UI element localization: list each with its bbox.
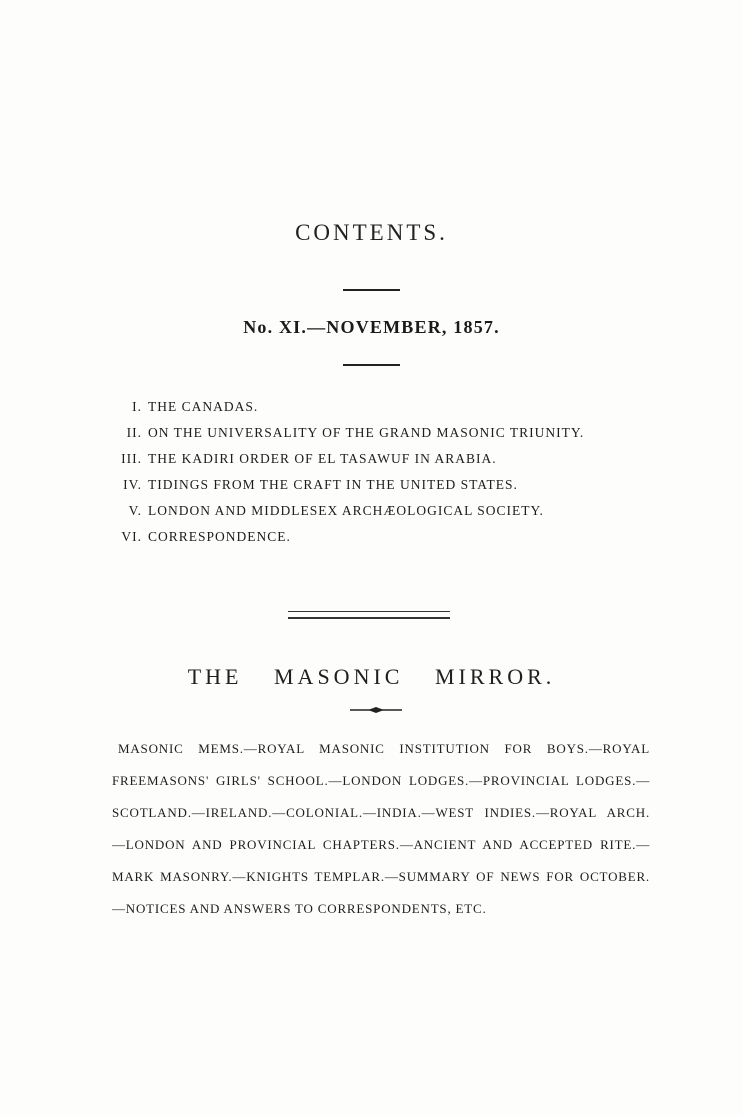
contents-item-title: CORRESPONDENCE. <box>148 529 291 544</box>
section-title: THE MASONIC MIRROR. <box>187 664 556 689</box>
issue-heading: No. XI.—NOVEMBER, 1857. <box>243 317 500 337</box>
contents-item <box>112 472 672 498</box>
contents-item-number: II. <box>126 425 142 440</box>
contents-item <box>112 420 672 446</box>
contents-item <box>112 446 672 472</box>
contents-item <box>112 498 672 524</box>
contents-item-title: THE KADIRI ORDER OF EL TASAWUF IN ARABIA. <box>148 451 497 466</box>
contents-item-title: LONDON AND MIDDLESEX ARCHÆOLOGICAL SOCIETY. <box>148 503 544 518</box>
contents-item-title: THE CANADAS. <box>148 399 259 414</box>
contents-list <box>112 394 672 550</box>
contents-item-number: I. <box>132 399 142 414</box>
contents-item-number: V. <box>128 503 142 518</box>
section-body: MASONIC MEMS.—ROYAL MASONIC INSTITUTION FOR BOYS.—ROYAL FREEMASONS' GIRLS' SCHOOL.—LONDON LODGES.—PROVINCIAL LODGES.—SCOTLAND.—IRELAND.—COLONIAL.—INDIA.—WEST INDIES.—ROYAL ARCH.—LONDON AND PROVINCIAL CHAPTERS.—ANCIENT AND ACCEPTED RITE.—MARK MASONRY.—KNIGHTS TEMPLAR.—SUMMARY OF NEWS FOR OCTOBER.—NOTICES AND ANSWERS TO CORRESPONDENTS, ETC. <box>112 741 650 916</box>
contents-item-number: III. <box>121 451 142 466</box>
contents-item-title: ON THE UNIVERSALITY OF THE GRAND MASONIC TRIUNITY. <box>148 425 585 440</box>
ornament-icon <box>350 706 402 714</box>
contents-item-title: TIDINGS FROM THE CRAFT IN THE UNITED STATES. <box>148 477 518 492</box>
divider-rule <box>343 289 400 291</box>
contents-item <box>112 524 672 550</box>
contents-item-number: IV. <box>123 477 142 492</box>
page-title: CONTENTS. <box>295 220 448 245</box>
double-divider-rule <box>288 611 450 619</box>
divider-rule <box>343 364 400 366</box>
contents-item-number: VI. <box>121 529 142 544</box>
contents-item <box>112 394 672 420</box>
